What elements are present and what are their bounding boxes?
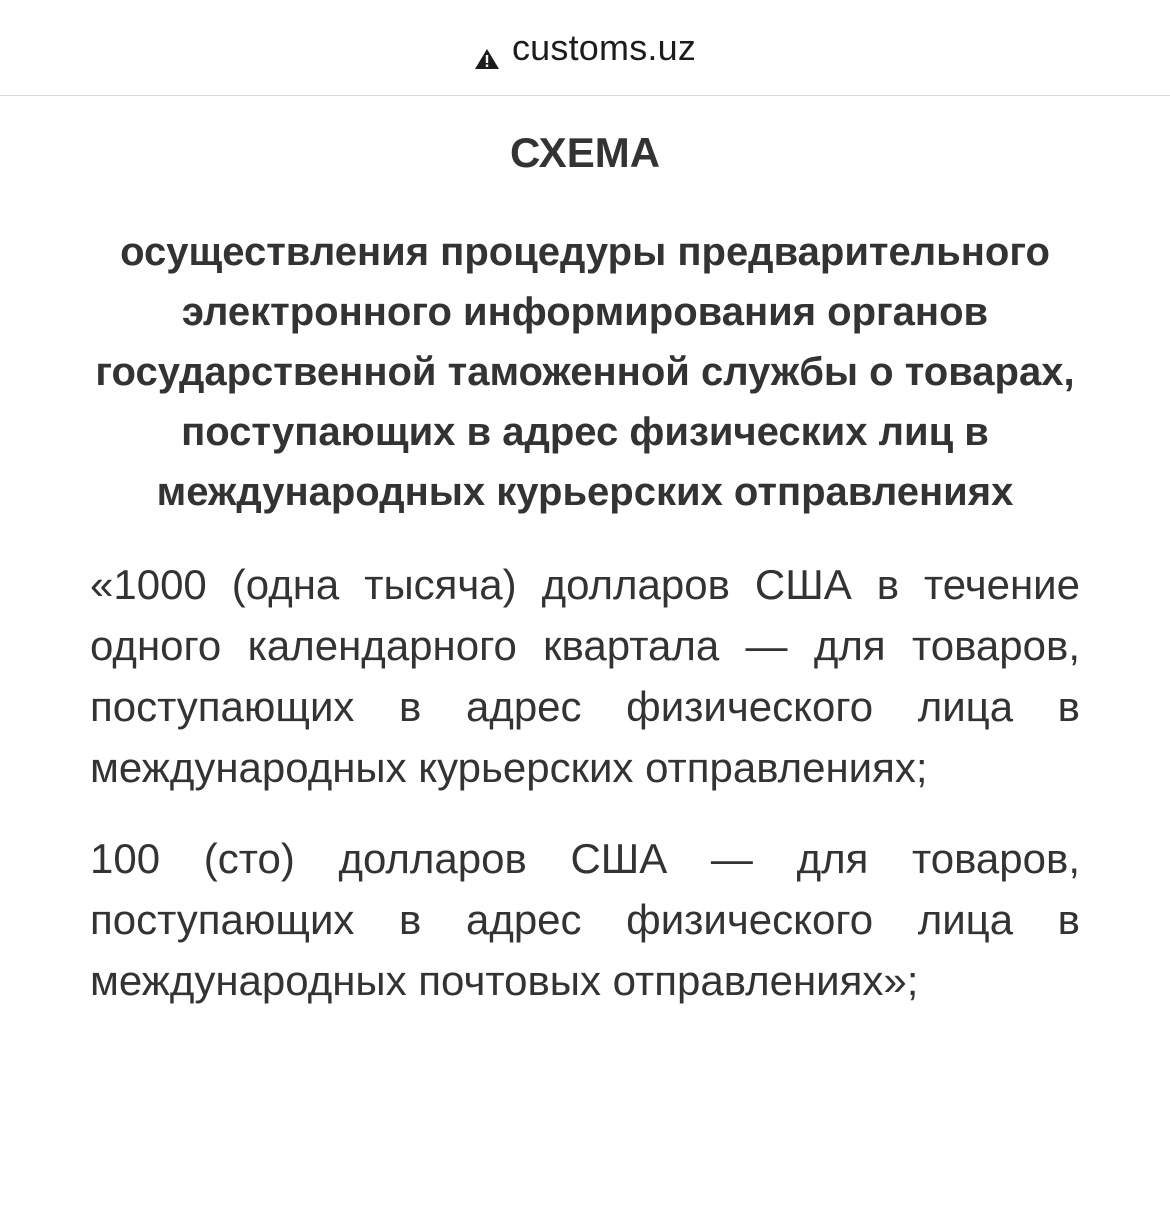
paragraph-postal: 100 (сто) долларов США — для товаров, поступающих в адрес физического лица в международных почтовых отправлениях»; — [90, 835, 1080, 1004]
paragraph-courier: «1000 (одна тысяча) долларов США в течение одного календарного квартала — для товаров, поступающих в адрес физического лица в международных курьерских отправлениях; — [90, 561, 1080, 791]
address-domain: customs.uz — [511, 26, 697, 68]
address-domain-group[interactable] — [474, 27, 696, 69]
document-content — [0, 128, 1170, 1011]
document-title: СХЕМА — [509, 129, 661, 176]
address-bar[interactable] — [0, 0, 1170, 96]
document-subtitle: осуществления процедуры предварительного электронного информирования органов государственной таможенной службы о товарах, поступающих в адрес физических лиц в международных курьерских отправлениях — [95, 230, 1075, 514]
warning-triangle-icon — [474, 37, 500, 59]
